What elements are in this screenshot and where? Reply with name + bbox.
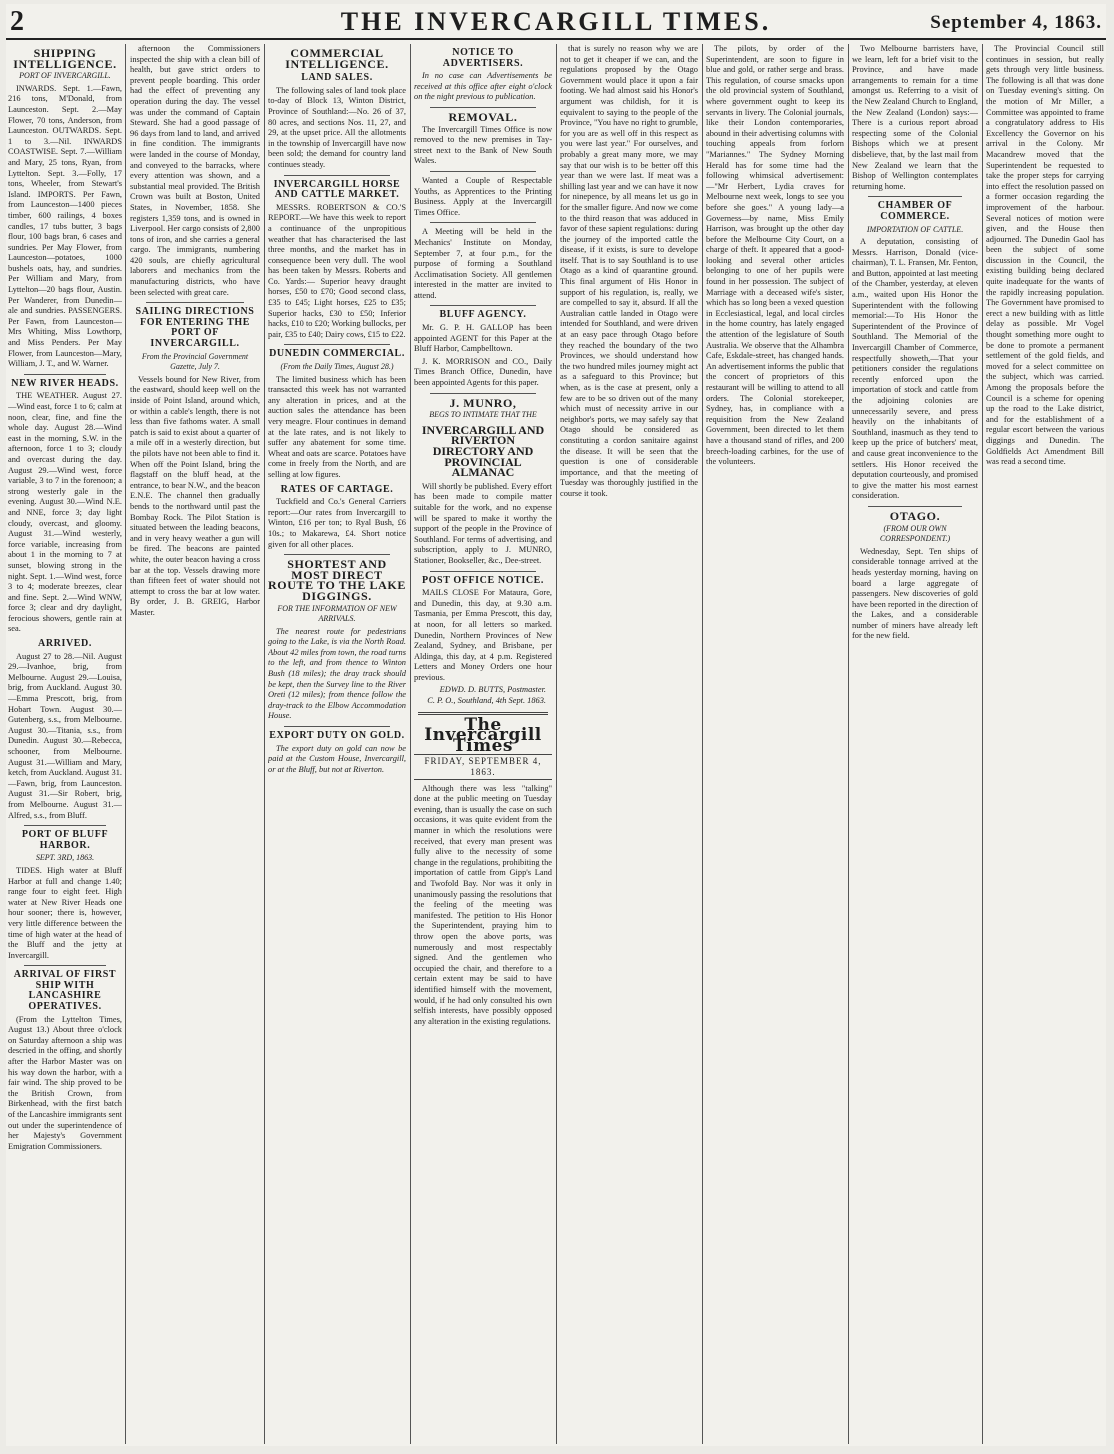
dunedin-commercial-source: (From the Daily Times, August 28.) [280,362,394,372]
divider [430,222,536,223]
removal-heading: REMOVAL. [448,109,518,124]
editorial-continued: that is surely no reason why we are not to get it cheaper if we can, and the regulations proposed by the Otago Government would place it upon a fair footing. We had almost said his Honor's argument was childish, for it is equivalent to saying to the people of the Province, "You have no right to grumble, for you are as well off in this respect as you were last year." For ourselves, and probably a great many more, we may say that our wish is to be better off this year than we were last. If meat was a shilling last year and we can have it now for ninepence, by all means let us go in for the smaller figure. And now we come to the third reason that was adduced in favor of these sapient regulations: during the journey of the imported cattle the disease, if it exists, is sure to develope itself. That is to say Southland is to use Otago as a kind of quarantine ground. This final argument of His Honor in support of his regulation, is, really, we are compelled to say it, absurd. If all the Australian cattle landed in Otago were intended for Southland, and were driven at an easy pace through Otago before they reached the boundary of the two Provinces, we should understand how the two hundred miles journey might act as a safeguard to this Province; but when, as is the case at present, only a few are to be so driven out of the many which must of necessity arrive in our neighbor's ports, we may safely say that Otago should be considered as constituting a cordon sanitaire against the disease. It will be seen that the question is one of considerable importance, and that the meeting of Tuesday was thoroughly justified in the course it took. [560,44,698,498]
dunedin-commercial-body: The limited business which has been transacted this week has not warranted any alteration in prices, and at the auction sales the attendance has been very meagre. Flour continues in demand at the late rates, and is not likely to suffer any abatement for some time. Wheat and oats are scarce. Potatoes have come in freely from the North, and are selling at low figures. [268,374,406,479]
column-rule [982,44,983,1444]
newspaper-logo: The Invercargill Times [424,714,542,756]
dunedin-commercial-heading: DUNEDIN COMMERCIAL. [269,348,405,360]
arrived-body: August 27 to 28.—Nil. August 29.—Ivanhoe, brig, from Melbourne. August 29.—Louisa, brig, from Auckland. August 30.—Emma Prescott, brig, from Hobart Town. August 30.—Gutenberg, s.s., from Melbourne. August 30.—Titania, s.s., from Dunedin. August 30.—Rebecca, schooner, from Melbourne. August 31.—William and Mary, ketch, from Auckland. August 31.—Fawn, brig, from Launceston. August 31.—Sir Robert, brig, from Melbourne. August 31.—Alfred, s.s., from Bluff. [8,651,122,820]
issue-date: September 4, 1863. [930,12,1102,33]
removal-body: The Invercargill Times Office is now removed to the new premises in Tay-street next to the Bank of New South Wales. [414,124,552,166]
divider [146,302,244,303]
arrived-heading: ARRIVED. [38,638,92,650]
cartage-heading: RATES OF CARTAGE. [280,483,394,495]
directory-title: INVERCARGILL AND RIVERTON DIRECTORY AND PROVINCIAL ALMANAC [421,422,545,480]
divider [430,171,536,172]
cattle-market-body: MESSRS. ROBERTSON & CO.'S REPORT.—We have this week to report a continuance of the unpropitious weather that has characterised the last three months, and the market has in consequence been very dull. The wool has been taken by Messrs. Roberts and Co. Yards:— Superior heavy draught horses, £50 to £70; Good second class, £35 to £45; Light horses, £25 to £35; Superior hacks, £30 to £50; Inferior hacks, £10 to £20; Working bullocks, per pair, £35 to £40; Dairy cows, £15 to £22. [268,202,406,339]
sailing-directions-heading: SAILING DIRECTIONS FOR ENTERING THE PORT OF INVERCARGILL. [135,306,255,350]
notice-heading: NOTICE TO ADVERTISERS. [442,47,524,69]
column-rule [410,44,411,1444]
column-7 [852,44,978,1444]
column-3 [268,44,406,1444]
new-river-heading: NEW RIVER HEADS. [11,377,119,389]
divider [868,196,962,197]
commercial-heading: COMMERCIAL INTELLIGENCE. [285,46,389,71]
bluff-agency-heading: BLUFF AGENCY. [439,309,527,321]
shipping-subheading: PORT OF INVERCARGILL. [19,71,111,81]
divider [284,344,390,345]
newspaper-title: THE INVERCARGILL TIMES. [340,7,772,36]
news-items-body: Two Melbourne barristers have, we learn, left for a brief visit to the Province, and have made arrangements to remain for a time amongst us. Referring to a visit of the New Zealand Church to England, the New Zealand (London) says:—There is a curious report abroad respecting some of the Colonial Bishops which we at present disbelieve, that, by the last mail from New Zealand we learn that the Bishop of Wellington contemplates returning home. [852,44,978,191]
chamber-body: A deputation, consisting of Messrs. Harrison, Donald (vice-chairman), T. L. Fransen, Mr. Fenton, and Button, appointed at last meeting of the Chamber, yesterday, at eleven a.m., waited upon His Honor the Superintendent with the following memorial:—To His Honor the Superintendent of the Province of Southland. The Memorial of the Invercargill Chamber of Commerce, respectfully showeth,—That your petitioners consider the regulations recently enforced upon the importation of stock and cattle from the adjoining colonies are unnecessarily severe, and press heavily on the inhabitants of Southland, inasmuch as they tend to keep up the price of butchers' meat, and cause great inconvenience to the settlers. His Honor received the deputation courteously, and promised to give the matter his most earnest consideration. [852,237,978,501]
tides-body: TIDES. High water at Bluff Harbor at full and change 1.40; range four to eight feet. High water at New River Heads one hour sooner; there is, however, very little difference between the time of high water at the head of the Bluff and the jetty at Invercargill. [8,865,122,960]
lake-diggings-subheading: FOR THE INFORMATION OF NEW ARRIVALS. [277,603,397,624]
column-1 [8,44,122,1444]
divider [430,107,536,108]
divider [284,554,390,555]
munro-heading: J. MUNRO, [449,395,517,410]
sailing-directions-body: Vessels bound for New River, from the eastward, should keep well on the inside of Point Island, around which, or within a cable's length, there is not less than five fathoms water. A small patch is said to exist about a quarter of a mile off in a westerly direction, but the pilots have not been able to find it. When off the Point Island, bring the flagstaff on the bluff head, at the entrance, to bear N.W., and the beacon E.N.E. The channel then gradually bends to the northward until past the Bombay Rock. The Pilot Station is situated between the leading beacons, and in very heavy weather a gun will be fired. The beacons are painted white, the outer beacon having a cross bar at the top. Vessels drawing more than fifteen feet of water should not attempt to cross the bar at low water. By order, J. B. GREIG, Harbor Master. [130,374,260,617]
council-body: The Provincial Council still continues in session, but really gets through very little business. The following is all that was done on Tuesday evening's sitting. On the motion of Mr Miller, a Committee was appointed to frame a congratulatory address to His Excellency the Governor on his arrival in the Colony. Mr Macandrew moved that the Superintendent be requested to take the proper steps for carrying into effect the resolution passed on a former occasion regarding the improvement of the harbour. Several notices of motion were given, and the House then adjourned. The Dunedin Gaol has been the subject of some discussion in the Council, the existing building being declared quite inadequate for the wants of the rapidly increasing population. The Government have promised to erect a new building with as little delay as possible. Mr Vogel thought something more ought to be done to promote a permanent settlement of the gold fields, and moved for a select committee on the subject, which was carried. Among the proposals before the Council is a scheme for opening up the road to the Lake district, and for the establishment of a regular escort between the various diggings and Dunedin. The Goldfields Act Amendment Bill was read a second time. [986,44,1104,467]
cattle-market-heading: INVERCARGILL HORSE AND CATTLE MARKET. [273,178,401,201]
wanted-ad: Wanted a Couple of Respectable Youths, as Apprentices to the Printing Business. Apply at the Invercargill Times Office. [414,175,552,217]
bluff-harbor-heading: PORT OF BLUFF HARBOR. [21,829,109,851]
bluff-harbor-date: SEPT. 3RD, 1863. [35,853,95,863]
weather-body: THE WEATHER. August 27.—Wind east, force 1 to 6; calm at noon, clear, fine, and fine the whole day. August 28.—Wind east in the morning, S.W. in the afternoon, force 1 to 3; cloudy and overcast during the day. August 29.—Wind west, force variable, 3 to 7 in the forenoon; a strong westerly gale in the evening. August 30.—Wind N.E. and NNE, force 3; day light cloudy, overcast, and gloomy. August 31.—Wind westerly, force variable, increasing from about 1 in the morning to 7 at sunset, blowing strong in the night. Sept. 1.—Wind west, force 3 to 4; moderate breezes, clear and fine. Sept. 2.—Wind WNW, force 3; clear and dry daylight, ferocious showers, gentle rain at sea. [8,391,122,634]
masthead [6,4,1106,40]
arrival-heading: ARRIVAL OF FIRST SHIP WITH LANCASHIRE OPERATIVES. [13,969,117,1013]
munro-subheading: BEGS TO INTIMATE THAT THE [429,410,537,420]
lake-diggings-heading: SHORTEST AND MOST DIRECT ROUTE TO THE LAKE DIGGINGS. [268,557,406,603]
divider [430,571,536,572]
divider [284,175,390,176]
post-office-body: MAILS CLOSE For Mataura, Gore, and Dunedin, this day, at 9.30 a.m. Tasmania, per Emma Prescott, this day, at noon, for all letters so marked. Dunedin, Northern Provinces of New Zealand, Sydney, and Brisbane, per Aldinga, this day, at 4 p.m. Registered Letters and Money Orders one hour previous. [414,588,552,682]
column-rule [848,44,849,1444]
editorial-dateline: FRIDAY, SEPTEMBER 4, 1863. [414,754,552,779]
column-rule [556,44,557,1444]
post-office-heading: POST OFFICE NOTICE. [421,574,545,586]
otago-heading: OTAGO. [889,508,941,523]
local-news-body: The pilots, by order of the Superintendent, are soon to figure in blue and gold, or rather serge and brass. This regulation, of course smacks upon the old provincial system of Southland, where government ought to keep its servants in livery. The Colonial journals, like their London contemporaries, abound in their advertising columns with touching appeals from forlorn "Mariannes." The Sydney Morning Herald has for some time had the following whimsical advertisement:—"Mr Herbert, Lydia craves for Melbourne next week, longs to see you before she goes." A young lady—a Governess—by name, Miss Emily Harrison, was brought up the other day before the Melbourne City Court, on a charge of theft. It appeared that a good-looking and several other articles belonging to one of her pupils were found in her possession. The subject of Marriage with a deceased wife's sister, which has so long been a vexed question in Ecclesiastical, legal, and local circles in the home country, has lately engaged the attention of the legislature of South Australia. We observe that the Alhambra Cafe, Eskdale-street, has changed hands. An advertisement informs the public that the concert of proprietors of this restaurant will be willing to attend to all orders. The Colonial storekeeper, Sydney, has, in compliance with a requisition from the New Zealand Government, been directed to let them have a thousand stand of rifles, and 200 breech-loading carbines, for the use of the volunteers. [706,44,844,467]
export-duty-heading: EXPORT DUTY ON GOLD. [269,730,405,742]
cartage-body: Tuckfield and Co.'s General Carriers report:—Our rates from Invercargill to Winton, £16 per ton; to Ryal Bush, £6 10s.; to Makarewa, £4. Short notice given for all other places. [268,497,406,549]
land-sales-heading: LAND SALES. [301,72,373,84]
column-8 [986,44,1104,1444]
otago-body: Wednesday, Sept. Ten ships of considerable tonnage arrived at the heads yesterday morning, having on board a large aggregate of passengers. New discoveries of gold have been reported in the direction of the Lakes, and a considerable number of miners have already left for the new field. [852,546,978,641]
divider [430,305,536,306]
chamber-subheading: IMPORTATION OF CATTLE. [866,224,964,234]
column-5 [560,44,698,1444]
bluff-agency-body: Mr. G. P. H. GALLOP has been appointed AGENT for this Paper at the Bluff Harbor, Campbelltown. [414,323,552,354]
column-4 [414,44,552,1444]
column-rule [702,44,703,1444]
column-rule [125,44,126,1444]
lake-diggings-body: The nearest route for pedestrians going to the Lake, is via the North Road. About 42 miles from town, the road turns to the left, and from thence to Winton Bush (18 miles); the dray track should be kept, then the Survey line to the River Oreti (12 miles); from thence follow the dray-track to the Elbow Accommodation House. [268,626,406,721]
immigrants-body: afternoon the Commissioners inspected the ship with a clean bill of health, but gave strict orders to prevent people boarding. This order had the effect of preventing any operation during the day. The vessel was under the command of Captain Steward. She had a good passage of 96 days from land to land, and arrived in fine condition. The immigrants were landed in the course of Monday, and conveyed to the barracks, where every attention was shown, and a substantial meal provided. The British Crown was built at Boston, United States, in November, 1858. She registers 1,359 tons, and is owned in Liverpool. Her cargo consists of 2,800 tons of iron, and she carries a general cargo. The immigrants, numbering 420 souls, are chiefly agricultural laborers and mechanics from the manufacturing districts, who have been selected with great care. [130,44,260,297]
directory-body: Will shortly be published. Every effort has been made to compile matter suitable for the work, and no expense will be spared to make it worthy the support of the people in the Province of Southland. For terms of advertising, and subscription, apply to J. MUNRO, Stationer, Bookseller, &c., Dee-street. [414,481,552,565]
shipping-body: INWARDS. Sept. 1.—Fawn, 216 tons, M'Donald, from Launceston. Sept. 2.—May Flower, 70 tons, Anderson, from Launceston. OUTWARDS. Sept. 1 to 3.—Nil. INWARDS COASTWISE. Sept. 7.—William and Mary, 25 tons, Ryan, from Lyttelton. Sept. 3.—Folly, 17 tons, Wheeler, from Stewart's Island. IMPORTS. Per Fawn, from Launceston—1400 pieces timber, 600 railings, 4 boxes candles, 17 tubs butter, 3 bags flour, 100 bags bran, 6 cases and sundries. Per May Flower, from Launceston—potatoes, 1000 bushels oats, hay, and sundries. Per William and Mary, from Lyttelton—20 bags flour, Austin. Per Wanderer, from Dunedin—ale and sundries. PASSENGERS. Per Fawn, from Launceston—Mrs Whiting, Miss Lowthorp, and Miss Penders. Per May Flower, from Launceston—Mary, William, J. T., and W. Warner. [8,83,122,369]
otago-subheading: (FROM OUR OWN CORRESPONDENT.) [879,523,951,544]
editorial-body: Although there was less "talking" done at the public meeting on Tuesday evening, than is usually the case on such occasions, it was quite evident from the manner in which the resolutions were received, that every man present was fully alive to the necessity of some change in the regulations, prohibiting the importation of cattle from Gipp's Land and Twofold Bay. Nor was it only in unanimously passing the resolutions that the feeling of the meeting was manifested. The petition to His Honor the Superintendent, praying him to throw open the above ports, was numerously and most respectably signed. And the gentlemen who occupied the chair, and therefore to a certain extent may be said to have identified himself with the movement, would, if he had only consulted his own selfish interests, have possibly opposed any alteration in the existing regulations. [414,783,552,1026]
divider [24,374,106,375]
column-6 [706,44,844,1444]
divider [430,393,536,394]
export-duty-body: The export duty on gold can now be paid at the Custom House, Invercargill, or at the Bluff, but not at Riverton. [268,743,406,774]
columns [6,44,1106,1444]
column-2 [130,44,260,1444]
divider [284,726,390,727]
land-sales-body: The following sales of land took place to-day of Block 13, Winton District, Province of Southland:—No. 26 of 37, 80 acres, and sections Nos. 11, 27, and 29, at the upset price. All the allotments in the township of Invercargill have now been sold; the demand for country land continues steady. [268,85,406,169]
shipping-heading: SHIPPING INTELLIGENCE. [13,46,117,71]
divider [24,965,106,966]
page-number: 2 [10,6,24,37]
dunedin-agency-body: J. K. MORRISON and CO., Daily Times Branch Office, Dunedin, have been appointed Agents for this paper. [414,356,552,388]
divider [868,506,962,507]
chamber-heading: CHAMBER OF COMMERCE. [877,200,953,222]
column-rule [264,44,265,1444]
divider [24,825,106,826]
notice-body: In no case can Advertisements be received at this office after eight o'clock on the night previous to publication. [414,71,552,102]
post-office-date: C. P. O., Southland, 4th Sept. 1863. [427,696,546,706]
newspaper-page [6,4,1106,1446]
postmaster-signature: EDWD. D. BUTTS, Postmaster. [439,685,546,695]
arrival-body: (From the Lyttelton Times, August 13.) About three o'clock on Saturday afternoon a ship was descried in the offing, and shortly after the Harbor Master was on his way down the harbor, with a fair wind. The ship proved to be the British Crown, from Birkenhead, with the first batch of the Lancashire immigrants sent out under the superintendence of her Majesty's Government Emigration Commissioners. [8,1014,122,1151]
sailing-directions-source: From the Provincial Government Gazette, July 7. [141,351,249,372]
meeting-ad: A Meeting will be held in the Mechanics' Institute on Monday, September 7, at four p.m., for the purpose of forming a Southland Acclimatisation Society. All gentlemen interested in the matter are invited to attend. [414,227,552,300]
